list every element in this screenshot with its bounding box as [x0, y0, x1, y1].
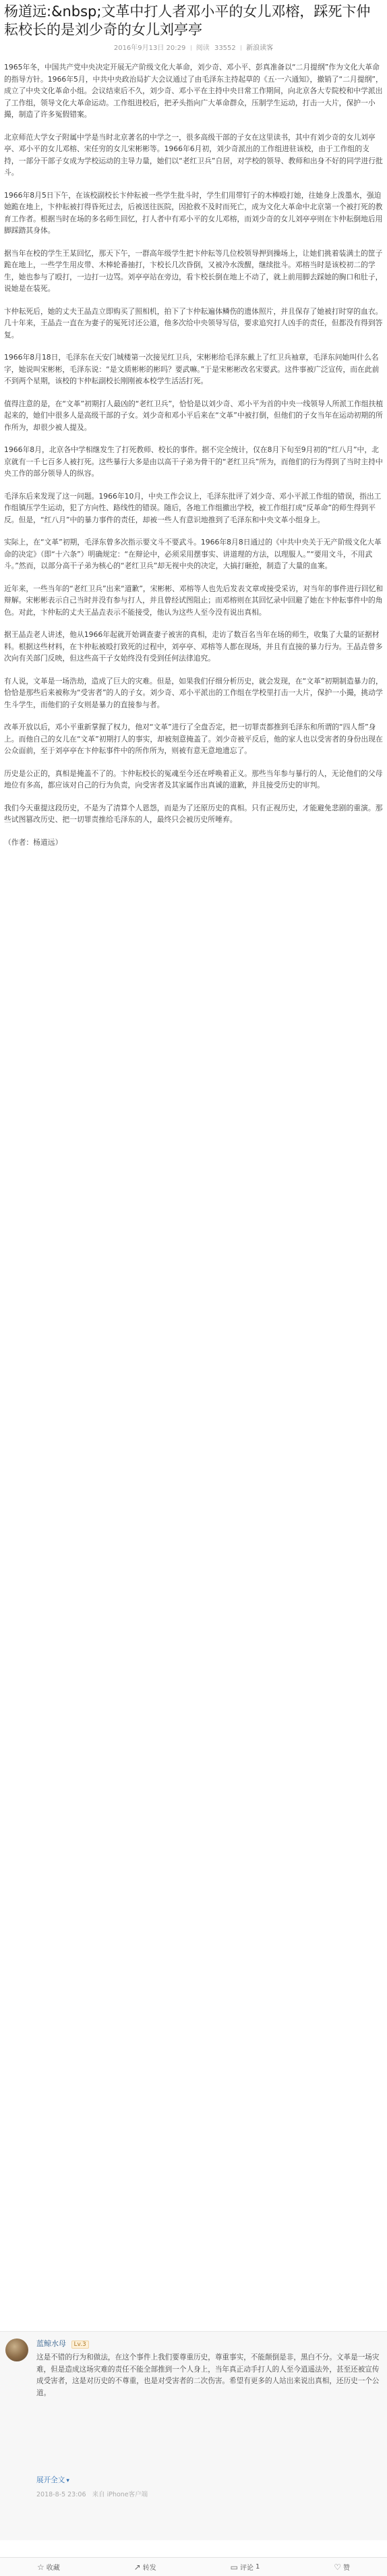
article-body — [0, 61, 387, 2332]
article-paragraph: 1966年8月5日下午，在该校副校长卞仲耘被一些学生批斗时，学生们用带钉子的木棒殴打她，往她身上泼墨水，强迫她跪在地上，卞仲耘被打得昏死过去，后被送往医院，因抢救不及时而死亡，成为文化大革命中北京第一个被打死的教育工作者。根据当时在场的多名师生回忆，打人者中有邓小平的女儿邓榕，而刘少奇的女儿刘亭亭则在卞仲耘倒地后用脚踩踏其身体。 — [4, 190, 383, 235]
comment-source: 来自 iPhone客户端 — [92, 2491, 148, 2498]
comment-user — [36, 2339, 382, 2349]
expand-label: 展开全文 — [36, 2476, 65, 2484]
article-paragraph: 我们今天重提这段历史，不是为了清算个人恩怨，而是为了还原历史的真相。只有正视历史，才能避免悲剧的重演。那些试图篡改历史、把一切罪责推给毛泽东的人，最终只会被历史所唾弃。 — [4, 803, 383, 824]
star-icon: ☆ — [36, 2562, 44, 2572]
article-date: 2016年9月13日 20:29 — [113, 45, 186, 52]
comment-label: 评论 — [239, 2565, 254, 2572]
comment-username[interactable]: 蓝鲸水母 — [36, 2339, 66, 2348]
article-paragraph: 历史是公正的，真相是掩盖不了的。卞仲耘校长的冤魂至今还在呼唤着正义。那些当年参与暴行的人，无论他们的父母地位有多高，都应该对自己的行为负责，向受害者及其家属作出真诚的道歉，并且接受历史的审判。 — [4, 768, 383, 789]
thumbs-up-icon: ♡ — [334, 2562, 342, 2572]
article-paragraph: 1965年冬，中国共产党中央决定开展无产阶级文化大革命，刘少奇、邓小平、彭真准备以“二月提纲”作为文化大革命的指导方针。1966年5月，中共中央政治局扩大会议通过了由毛泽东主持起草的《五·一六通知》，撤销了“二月提纲”，成立了中央文化革命小组。会议结束后不久，刘少奇、邓小平在主持中央日常工作期间，向北京各大专院校和中学派出了工作组，领导文化大革命运动。工作组进校后，把矛头指向广大革命群众，压制学生运动，打击一大片，保护一小撮，制造了许多冤假错案。 — [4, 63, 383, 119]
article-header — [0, 0, 387, 53]
expand-comment-button[interactable] — [36, 2475, 382, 2486]
user-level-badge: Lv.3 — [71, 2341, 89, 2349]
chevron-down-icon: ▾ — [66, 2477, 69, 2484]
views-count: 33552 — [214, 45, 236, 52]
comment-item — [0, 2332, 387, 2498]
views-label: 阅读 — [196, 45, 210, 52]
article-title: 杨道远:&nbsp;文革中打人者邓小平的女儿邓榕，踩死卞仲耘校长的是刘少奇的女儿刘亭亭 — [4, 3, 371, 38]
comment-body — [36, 2339, 382, 2500]
avatar[interactable] — [5, 2339, 28, 2361]
collect-label: 收藏 — [46, 2565, 60, 2572]
article-paragraph: （作者：杨道远） — [4, 837, 63, 847]
article-paragraph: 值得注意的是，在“文革”初期打人最凶的“老红卫兵”，恰恰是以刘少奇、邓小平为首的中央一线领导人所派工作组扶植起来的，她们中很多人是高级干部的子女。刘少奇和邓小平后来在“文革”中被打倒，但他们的子女当年在运动初期的所作所为，却很少被人提及。 — [4, 399, 384, 432]
article-paragraph: 1966年8月18日，毛泽东在天安门城楼第一次接见红卫兵，宋彬彬给毛泽东戴上了红卫兵袖章，毛泽东问她叫什么名字，她说叫宋彬彬，毛泽东说：“是文质彬彬的彬吗？要武嘛。”于是宋彬彬改名宋要武。这件事被广泛宣传，而在此前不到两个星期，该校的卞仲耘副校长刚刚被本校学生活活打死。 — [4, 353, 380, 385]
like-label: 赞 — [343, 2565, 351, 2572]
article-paragraph: 卞仲耘死后，她的丈夫王晶垚立即购买了照相机，拍下了卞仲耘遍体鳞伤的遗体照片，并且保存了她被打时穿的血衣。几十年来，王晶垚一直在为妻子的冤死讨还公道，他多次给中央领导写信，要求追究打人凶手的责任，但都没有得到答复。 — [4, 306, 383, 339]
article-paragraph: 近年来，一些当年的“老红卫兵”出来“道歉”，宋彬彬、邓榕等人也先后发表文章或接受采访，对当年的事件进行回忆和辩解。宋彬彬表示自己当时并没有参与打人，并且曾经试图阻止；而邓榕则在其回忆录中回避了她在卞仲耘事件中的角色。对此，卞仲耘的丈夫王晶垚表示不能接受，他认为这些人至今没有说出真相。 — [4, 584, 384, 617]
comment-text: 这是不错的行为和做法，在这个事件上我们要尊重历史，尊重事实，不能颠倒是非，黑白不分。文革是一场灾难，但是造成这场灾难的责任不能全部推到一个人身上，当年真正动手打人的人至今逍遥法外，甚至还被宣传成受害者，这是对历史的不尊重，也是对受害者的二次伤害。希望有更多的人站出来说出真相，还历史一个公道。 — [36, 2353, 380, 2397]
source-link[interactable]: 新浪读客 — [246, 45, 274, 52]
comment-time: 2018-8-5 23:06 — [36, 2491, 86, 2498]
comment-footer — [36, 2490, 382, 2500]
comment-button[interactable] — [231, 2562, 260, 2572]
share-icon: ↗ — [133, 2562, 141, 2572]
article-paragraph: 北京师范大学女子附属中学是当时北京著名的中学之一，很多高级干部的子女在这里读书，其中有刘少奇的女儿刘亭亭、邓小平的女儿邓榕、宋任穷的女儿宋彬彬等。1966年6月初，刘少奇派出的工作组进驻该校，由于工作组的支持，一部分干部子女成为学校运动的主导力量，她们以“老红卫兵”自居，对学校的领导、教师和出身不好的同学进行批斗。 — [4, 132, 383, 177]
article-paragraph: 据当年在校的学生王某回忆，那天下午，一群高年级学生把卞仲耘等几位校领导押到操场上，让她们挑着装满土的筐子跪在地上，一些学生用皮带、木棒轮番抽打，卞校长几次昏倒，又被冷水泼醒，继续批斗。邓榕当时是该校初二的学生，她也参与了殴打，一边打一边骂。刘亭亭站在旁边，看卞校长倒在地上不动了，就上前用脚去踩她的胸口和肚子，说她是在装死。 — [4, 248, 383, 293]
article-paragraph: 1966年8月，北京各中学相继发生了打死教师、校长的事件。据不完全统计，仅在8月下旬至9月初的“红八月”中，北京就有一千七百多人被打死。这些暴行大多是由以高干子弟为骨干的“老红卫兵”所为，而他们的行为得到了当时主持中央工作的部分领导人的纵容。 — [4, 445, 383, 478]
article-paragraph: 有人说，文革是一场浩劫，造成了巨大的灾难。但是，如果我们仔细分析历史，就会发现，在“文革”初期制造暴力的，恰恰是那些后来被称为“受害者”的人的子女。刘少奇、邓小平派出的工作组在学校里打击一大片，保护一小撮，挑动学生斗学生，而他们的子女则是暴力的直接参与者。 — [4, 676, 383, 709]
comment-icon: ▭ — [230, 2562, 238, 2572]
like-button[interactable] — [334, 2562, 350, 2572]
comment-count: 1 — [255, 2563, 260, 2571]
article-paragraph: 实际上，在“文革”初期，毛泽东曾多次指示要文斗不要武斗。1966年8月8日通过的《中共中央关于无产阶级文化大革命的决定》（即“十六条”）明确规定：“在辩论中，必须采用摆事实、讲道理的方法，以理服人。”“要用文斗，不用武斗。”然而，以部分高干子弟为核心的“老红卫兵”却无视中央的决定，大搞打砸抢，制造了大量的血案。 — [4, 538, 382, 570]
bottom-action-bar — [0, 2557, 387, 2576]
comment-section — [0, 2331, 387, 2540]
article-paragraph: 据王晶垚老人讲述，他从1966年起就开始调查妻子被害的真相，走访了数百名当年在场的师生，收集了大量的证据材料。根据这些材料，在卞仲耘被殴打致死的过程中，刘亭亭、邓榕等人都在现场，并且有直接的暴力行为。王晶垚曾多次向有关部门反映，但这些高干子女始终没有受到任何法律追究。 — [4, 630, 383, 663]
article-paragraph: 改革开放以后，邓小平重新掌握了权力，他对“文革”进行了全盘否定，把一切罪责都推到毛泽东和所谓的“四人帮”身上。而他自己的女儿在“文革”初期打人的事实，却被刻意掩盖了。刘少奇被平反后，他的家人也以受害者的身份出现在公众面前，至于刘亭亭在卞仲耘事件中的所作所为，则被有意无意地遗忘了。 — [4, 723, 383, 755]
article-paragraph: 毛泽东后来发现了这一问题。1966年10月，中央工作会议上，毛泽东批评了刘少奇、邓小平派工作组的错误，指出工作组镇压学生运动，犯了方向性、路线性的错误。随后，各地工作组撤出学校，被工作组打成“反革命”的师生得到平反。但是，“红八月”中的暴力事件的责任，却被一些人有意识地推到了毛泽东和中央文革小组身上。 — [4, 491, 382, 524]
forward-button[interactable] — [134, 2562, 156, 2572]
forward-label: 转发 — [142, 2565, 156, 2572]
article-meta — [4, 44, 383, 53]
collect-button[interactable] — [37, 2562, 60, 2572]
